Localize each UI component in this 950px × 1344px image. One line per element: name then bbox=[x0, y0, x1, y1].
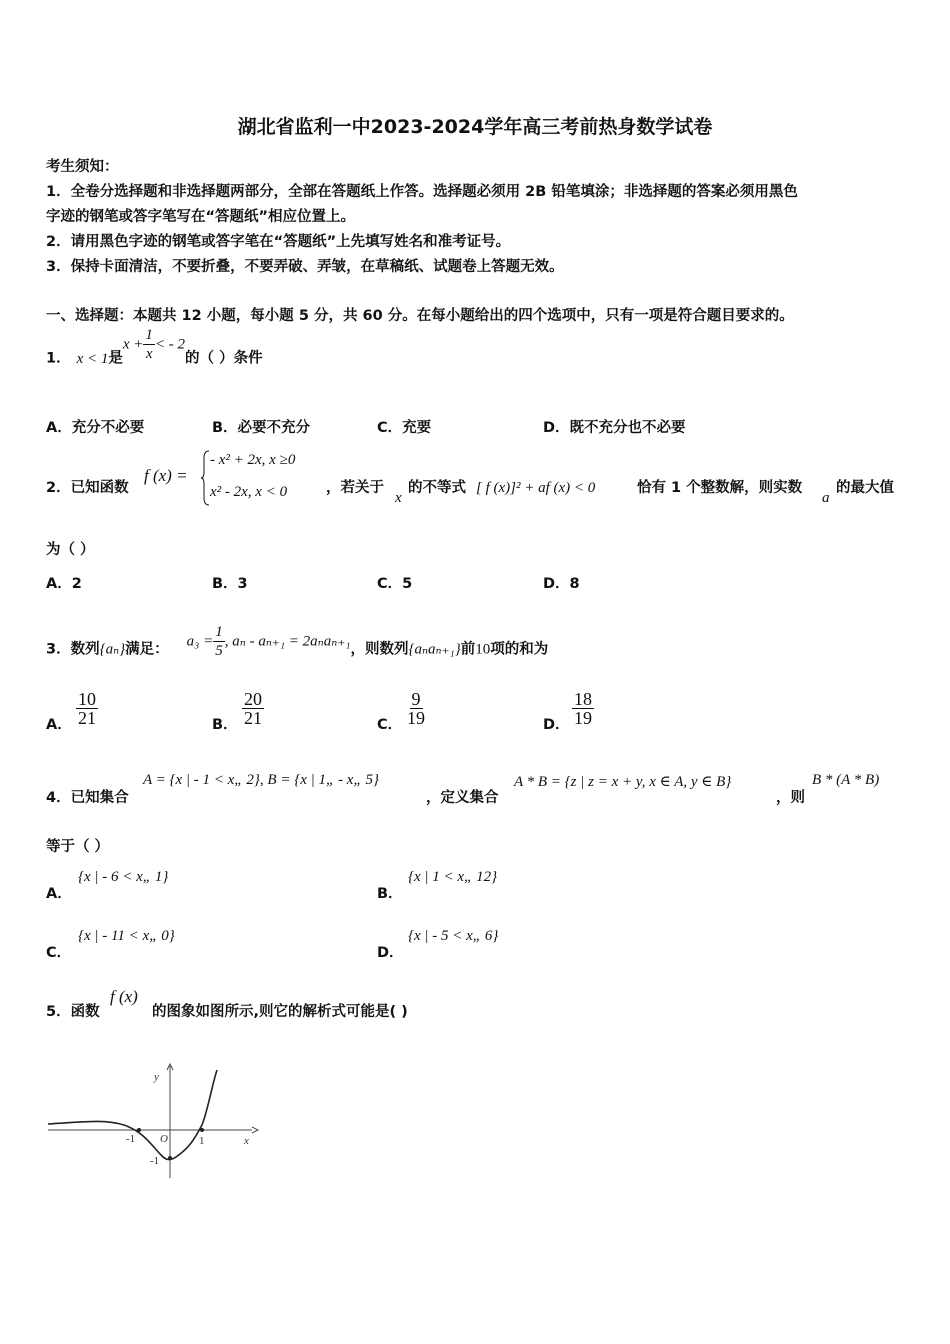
q4-option-c[interactable]: {x | - 11 < x„ 0} bbox=[78, 928, 175, 944]
q5-function: f (x) bbox=[110, 987, 138, 1006]
q1-fraction bbox=[143, 326, 155, 363]
notice-line-3: 3．保持卡面清洁，不要折叠，不要弄破、弄皱，在草稿纸、试题卷上答题无效。 bbox=[46, 259, 564, 275]
x-axis-arrow-icon bbox=[252, 1127, 258, 1133]
q4-option-a-label[interactable]: A． bbox=[46, 886, 72, 902]
q2-mid-3: 恰有 1 个整数解，则实数 bbox=[637, 480, 803, 496]
notice-line-1b: 字迹的钢笔或答字笔写在“答题纸”相应位置上。 bbox=[46, 209, 356, 225]
q4-sets: A = {x | - 1 < x„ 2}, B = {x | 1„ - x„ 5} bbox=[143, 772, 380, 788]
q4-option-c-label[interactable]: C． bbox=[46, 945, 72, 961]
q2-inequality: [ f (x)]² + af (x) < 0 bbox=[476, 480, 596, 496]
q2-mid-2: 的不等式 bbox=[408, 480, 466, 496]
q1-tail: 的（ ）条件 bbox=[185, 350, 263, 367]
q1-option-a[interactable]: A．充分不必要 bbox=[46, 420, 145, 436]
q1-option-d[interactable]: D．既不充分也不必要 bbox=[543, 420, 686, 436]
q4-mid-2: ，则 bbox=[776, 790, 805, 806]
q3-ten: 10 bbox=[475, 641, 491, 658]
q2-function: f (x) = bbox=[144, 466, 188, 485]
q1-option-c[interactable]: C．充要 bbox=[377, 420, 432, 436]
q3-option-a-fraction[interactable] bbox=[76, 690, 98, 727]
y-axis bbox=[167, 1064, 173, 1178]
q2-brace-icon bbox=[200, 450, 210, 506]
q3-c-num: 9 bbox=[411, 689, 421, 709]
q3-sequence-2: {aₙaₙ₊₁} bbox=[408, 641, 461, 658]
q3-condition bbox=[187, 623, 351, 660]
q3-c-den: 19 bbox=[407, 708, 425, 728]
graph-tick-y-neg1: -1 bbox=[150, 1155, 160, 1167]
q5-tail: 的图象如图所示,则它的解析式可能是( ) bbox=[152, 1004, 408, 1020]
q1-frac-num: 1 bbox=[145, 327, 153, 343]
q3-option-d-fraction[interactable] bbox=[572, 690, 594, 727]
q4-option-b-label[interactable]: B． bbox=[377, 886, 403, 902]
x-axis bbox=[48, 1127, 258, 1133]
q3-front: 前 bbox=[460, 641, 476, 658]
q1-expr-left: x + bbox=[122, 336, 144, 353]
q5-lead: 5．函数 bbox=[46, 1004, 100, 1020]
page-title: 湖北省监利一中2023-2024学年高三考前热身数学试卷 bbox=[237, 116, 713, 138]
graph-y-label: y bbox=[154, 1071, 159, 1083]
q3-lead: 3．数列 bbox=[46, 641, 100, 658]
graph-x-label: x bbox=[244, 1135, 249, 1147]
q2-option-d[interactable]: D．8 bbox=[543, 576, 580, 592]
q3-option-d-label[interactable]: D． bbox=[543, 717, 570, 733]
q5-function-graph bbox=[44, 1060, 264, 1182]
question-1 bbox=[46, 327, 263, 377]
q3-b-num: 20 bbox=[244, 689, 262, 709]
notice-line-1a: 1．全卷分选择题和非选择题两部分，全部在答题纸上作答。选择题必须用 2B 铅笔填涂；非选择题的答案必须用黑色 bbox=[46, 184, 798, 200]
q2-option-a[interactable]: A．2 bbox=[46, 576, 82, 592]
q4-expression: B * (A * B) bbox=[812, 772, 880, 788]
q2-var-x: x bbox=[395, 490, 402, 506]
q3-sequence: {aₙ} bbox=[99, 641, 126, 658]
section-heading: 一、选择题：本题共 12 小题，每小题 5 分，共 60 分。在每小题给出的四个选项中，只有一项是符合题目要求的。 bbox=[46, 308, 794, 324]
q3-cond-den: 5 bbox=[215, 643, 223, 659]
q3-d-den: 19 bbox=[574, 708, 592, 728]
q4-option-d[interactable]: {x | - 5 < x„ 6} bbox=[408, 928, 499, 944]
question-3 bbox=[46, 624, 549, 668]
q2-option-c[interactable]: C．5 bbox=[377, 576, 413, 592]
q4-mid: ，定义集合 bbox=[426, 790, 499, 806]
q2-case-1: - x² + 2x, x ≥0 bbox=[210, 452, 296, 468]
q2-mid-1: ，若关于 bbox=[326, 480, 384, 496]
q3-b-den: 21 bbox=[244, 708, 262, 728]
function-curve bbox=[48, 1070, 217, 1160]
q2-lead: 2．已知函数 bbox=[46, 480, 129, 496]
q2-tail: 的最大值 bbox=[836, 480, 894, 496]
q3-satisfies: 满足： bbox=[125, 641, 169, 658]
notice-line-2: 2．请用黑色字迹的钢笔或答字笔在“答题纸”上先填写姓名和准考证号。 bbox=[46, 234, 511, 250]
y-intercept-point bbox=[168, 1156, 172, 1160]
q2-brace bbox=[200, 450, 208, 504]
q1-expression bbox=[123, 326, 185, 363]
q4-option-b[interactable]: {x | 1 < x„ 12} bbox=[408, 869, 498, 885]
q3-cond-b: , aₙ - aₙ₊₁ = 2aₙaₙ₊₁ bbox=[224, 633, 351, 650]
q1-number: 1． bbox=[46, 350, 71, 367]
q4-option-a[interactable]: {x | - 6 < x„ 1} bbox=[78, 869, 169, 885]
q2-option-b[interactable]: B．3 bbox=[212, 576, 248, 592]
q3-option-a-label[interactable]: A． bbox=[46, 717, 72, 733]
q3-option-b-fraction[interactable] bbox=[242, 690, 264, 727]
q2-var-a: a bbox=[822, 490, 830, 506]
q3-a-den: 21 bbox=[78, 708, 96, 728]
graph-origin-label: O bbox=[160, 1133, 168, 1145]
q1-option-b[interactable]: B．必要不充分 bbox=[212, 420, 311, 436]
q2-line-2: 为（ ） bbox=[46, 542, 95, 558]
graph-tick-1: 1 bbox=[199, 1135, 205, 1147]
q3-option-c-fraction[interactable] bbox=[407, 690, 425, 727]
q3-a-num: 10 bbox=[78, 689, 96, 709]
q3-cond-num: 1 bbox=[215, 624, 223, 640]
q3-option-c-label[interactable]: C． bbox=[377, 717, 403, 733]
q1-condition: x < 1 bbox=[76, 350, 109, 367]
q1-frac-den: x bbox=[145, 346, 153, 362]
root-point-1 bbox=[200, 1128, 204, 1132]
q3-cond-fraction bbox=[213, 623, 225, 660]
q3-d-num: 18 bbox=[574, 689, 592, 709]
q3-cond-a: a₃ = bbox=[186, 633, 214, 650]
q1-expr-right: < - 2 bbox=[154, 336, 186, 353]
graph-tick-neg1: -1 bbox=[126, 1133, 136, 1145]
q3-option-b-label[interactable]: B． bbox=[212, 717, 238, 733]
q4-definition: A * B = {z | z = x + y, x ∈ A, y ∈ B} bbox=[514, 774, 732, 790]
q4-line-2: 等于（ ） bbox=[46, 839, 110, 855]
q1-is: 是 bbox=[108, 350, 123, 367]
q3-mid: ，则数列 bbox=[350, 641, 409, 658]
q2-case-2: x² - 2x, x < 0 bbox=[210, 484, 288, 500]
q4-lead: 4．已知集合 bbox=[46, 790, 129, 806]
notice-heading: 考生须知： bbox=[46, 159, 119, 175]
q3-tail: 项的和为 bbox=[490, 641, 549, 658]
root-point-neg1 bbox=[137, 1128, 141, 1132]
q4-option-d-label[interactable]: D． bbox=[377, 945, 404, 961]
